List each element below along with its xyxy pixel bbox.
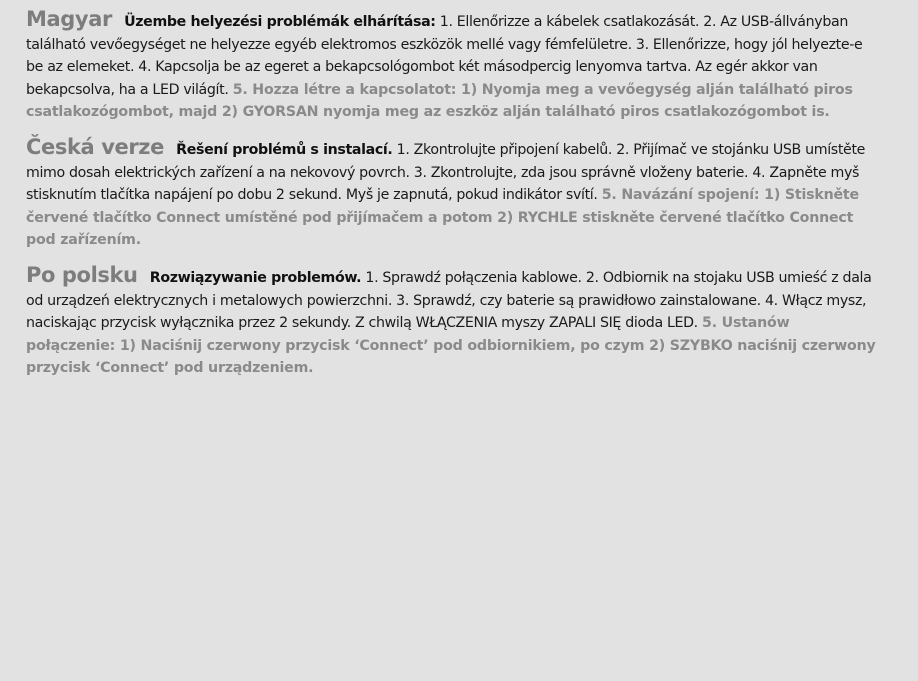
connect-instructions: 5. Ustanów połączenie: 1) Naciśnij czerwony przycisk ‘Connect’ pod odbiornikiem, po czym 2) SZYBKO naciśnij czerwony przycisk ‘Connect’ pod urządzeniem.: [26, 315, 876, 377]
section-polish: [26, 264, 878, 380]
section-heading: Řešení problémů s instalací.: [176, 141, 393, 158]
section-czech: [26, 136, 878, 252]
section-heading: Rozwiązywanie problemów.: [149, 269, 362, 286]
section-heading: Üzembe helyezési problémák elhárítása:: [124, 14, 436, 30]
connect-instructions: 5. Hozza létre a kapcsolatot: 1) Nyomja meg a vevőegység alján található piros csatlakozógombot, majd 2) GYORSAN nyomja meg az eszköz alján található piros csatlakozógombot is.: [26, 81, 853, 121]
troubleshooting-steps: 1. Sprawdź połączenia kablowe. 2. Odbiornik na stojaku USB umieść z dala od urządzeń elektrycznych i metalowych powierzchni. 3. Sprawdź, czy baterie są prawidłowo zainstalowane. 4. Włącz mysz, naciskając przycisk wyłącznika przez 2 sekundy. Z chwilą WŁĄCZENIA myszy ZAPALI SIĘ dioda LED.: [26, 269, 872, 332]
language-title: Česká verze: [26, 134, 164, 159]
language-title: Po polsku: [26, 262, 138, 287]
section-hungarian: [26, 8, 878, 124]
troubleshooting-steps: 1. Zkontrolujte připojení kabelů. 2. Přijímač ve stojánku USB umístěte mimo dosah elektrických zařízení a na nekovový povrch. 3. Zkontrolujte, zda jsou správně vloženy baterie. 4. Zapněte myš stisknutím tlačítka napájení po dobu 2 sekund. Myš je zapnutá, pokud indikátor svítí.: [26, 141, 866, 204]
language-title: Magyar: [26, 7, 112, 31]
troubleshooting-steps: 1. Ellenőrizze a kábelek csatlakozását. 2. Az USB-állványban található vevőegységet ne helyezze egyéb elektromos eszközök mellé vagy fémfelületre. 3. Ellenőrizze, hogy jól helyezte-e be az elemeket. 4. Kapcsolja be az egeret a bekapcsológombot két másodpercig lenyomva tartva. Az egér akkor van bekapcsolva, ha a LED világít.: [26, 14, 863, 98]
connect-instructions: 5. Navázání spojení: 1) Stiskněte červené tlačítko Connect umístěné pod přijímačem a potom 2) RYCHLE stiskněte červené tlačítko Connect pod zařízením.: [26, 187, 859, 249]
